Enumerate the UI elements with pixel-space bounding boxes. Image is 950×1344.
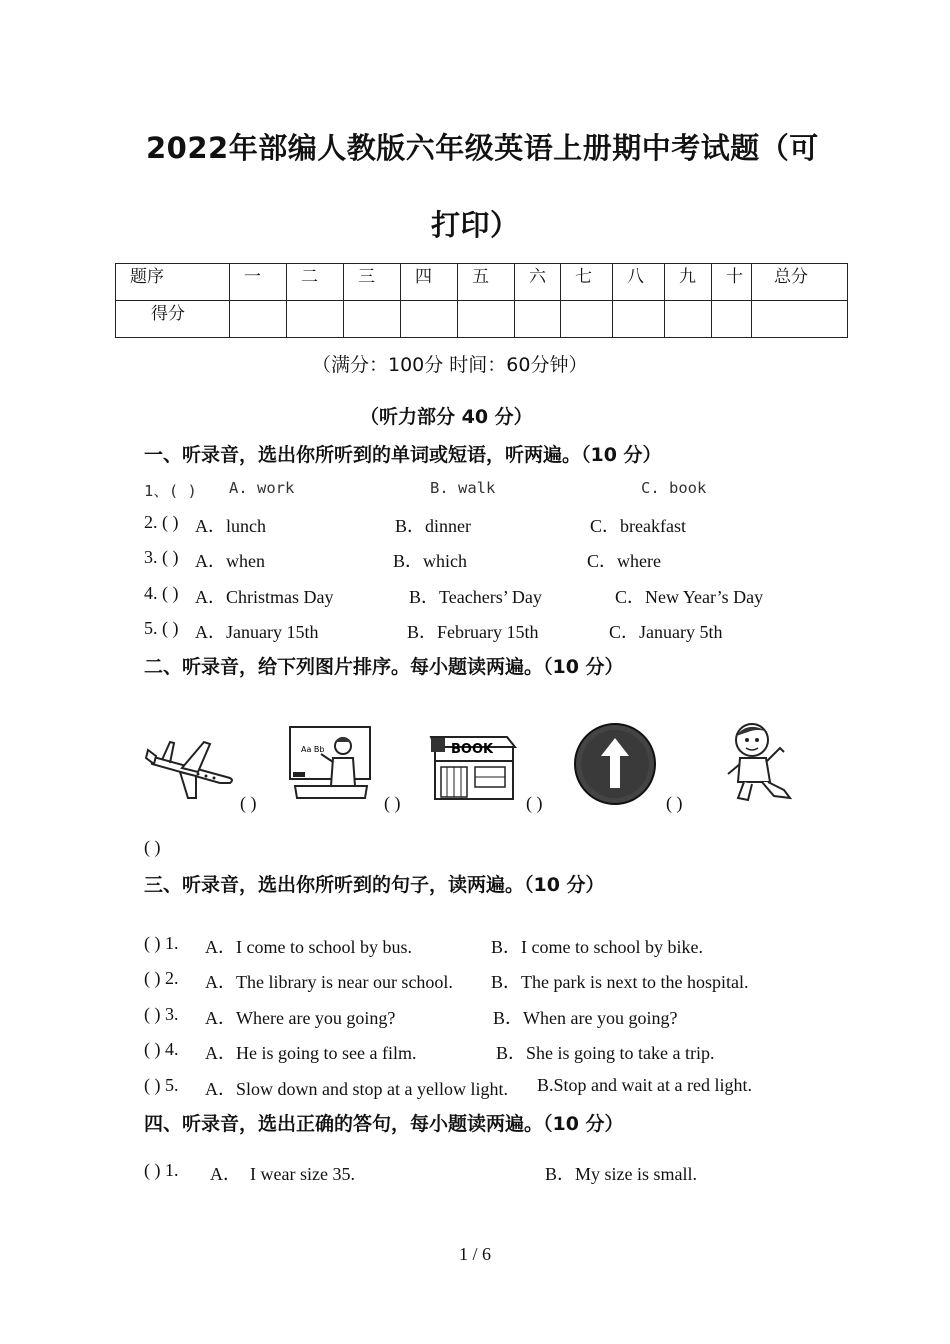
s1-item3-c: C．where [587, 551, 661, 571]
score-input-cell[interactable] [613, 301, 665, 338]
score-input-cell[interactable] [515, 301, 561, 338]
score-input-cell[interactable] [561, 301, 613, 338]
s3-item5-num: ( ) 5. [144, 1075, 179, 1095]
airplane-picture [144, 738, 236, 802]
s3-item4-num: ( ) 4. [144, 1039, 179, 1059]
s1-item3-b: B．which [393, 551, 467, 571]
score-input-cell[interactable] [752, 301, 848, 338]
s1-item1-c: C. book [641, 479, 707, 497]
score-input-cell[interactable] [230, 301, 287, 338]
table-cell: 总分 [752, 264, 848, 301]
picture-blank-2[interactable]: ( ) [384, 793, 401, 813]
table-cell: 十 [712, 264, 752, 301]
s3-item5-a: A．Slow down and stop at a yellow light. [205, 1079, 508, 1099]
s1-item2-b: B．dinner [395, 516, 471, 536]
s1-item4-b: B．Teachers’ Day [409, 587, 542, 607]
s1-item3-a: A．when [195, 551, 265, 571]
table-cell: 四 [401, 264, 458, 301]
s3-item3-b: B．When are you going? [493, 1008, 678, 1028]
s1-item5-b: B．February 15th [407, 622, 539, 642]
score-table [115, 263, 848, 338]
bookstore-picture [427, 733, 519, 803]
s4-item1-a: A． I wear size 35. [210, 1164, 355, 1184]
score-input-cell[interactable] [287, 301, 344, 338]
s1-item5-a: A．January 15th [195, 622, 319, 642]
s3-item4-a: A．He is going to see a film. [205, 1043, 417, 1063]
s4-item1-num: ( ) 1. [144, 1160, 179, 1180]
table-cell: 一 [230, 264, 287, 301]
section3-heading: 三、听录音，选出你所听到的句子，读两遍。（10 分） [144, 874, 605, 896]
s1-item3-num: 3. ( ) [144, 547, 179, 567]
section4-heading: 四、听录音，选出正确的答句，每小题读两遍。（10 分） [144, 1113, 624, 1135]
table-cell: 得分 [116, 301, 230, 338]
s3-item1-num: ( ) 1. [144, 933, 179, 953]
book-sign-text: BOOK [451, 742, 494, 757]
go-straight-sign-picture [573, 722, 657, 806]
score-input-cell[interactable] [665, 301, 712, 338]
s4-item1-b: B．My size is small. [545, 1164, 697, 1184]
s1-item2-num: 2. ( ) [144, 512, 179, 532]
boy-picture [718, 718, 796, 806]
exam-meta: （满分：100分 时间：60分钟） [312, 354, 588, 376]
picture-blank-3[interactable]: ( ) [526, 793, 543, 813]
page-number: 1 / 6 [459, 1244, 492, 1264]
score-input-cell[interactable] [712, 301, 752, 338]
section2-heading: 二、听录音，给下列图片排序。每小题读两遍。（10 分） [144, 656, 624, 678]
picture-blank-1[interactable]: ( ) [240, 793, 257, 813]
teacher-picture [287, 724, 373, 806]
table-cell: 七 [561, 264, 613, 301]
table-cell: 八 [613, 264, 665, 301]
listening-part-header: （听力部分 40 分） [360, 406, 533, 428]
score-input-cell[interactable] [344, 301, 401, 338]
table-cell: 九 [665, 264, 712, 301]
s1-item4-num: 4. ( ) [144, 583, 179, 603]
score-table-score-row [116, 301, 848, 338]
s1-item1-a: A. work [229, 479, 295, 497]
table-cell: 二 [287, 264, 344, 301]
score-table-header-row [116, 264, 848, 301]
s1-item1-b: B. walk [430, 479, 496, 497]
s1-item5-c: C．January 5th [609, 622, 723, 642]
s3-item4-b: B．She is going to take a trip. [496, 1043, 715, 1063]
s3-item3-a: A．Where are you going? [205, 1008, 396, 1028]
s3-item1-b: B．I come to school by bike. [491, 937, 703, 957]
s3-item5-b: B.Stop and wait at a red light. [537, 1075, 752, 1095]
picture-blank-4[interactable]: ( ) [666, 793, 683, 813]
s3-item2-num: ( ) 2. [144, 968, 179, 988]
s1-item4-c: C．New Year’s Day [615, 587, 764, 607]
s3-item2-a: A．The library is near our school. [205, 972, 453, 992]
s3-item3-num: ( ) 3. [144, 1004, 179, 1024]
table-cell: 五 [458, 264, 515, 301]
table-cell: 三 [344, 264, 401, 301]
page-title-line1: 2022年部编人教版六年级英语上册期中考试题（可 [146, 131, 819, 165]
page-title-line2: 打印） [431, 208, 520, 242]
score-input-cell[interactable] [458, 301, 515, 338]
s3-item2-b: B．The park is next to the hospital. [491, 972, 749, 992]
table-cell: 六 [515, 264, 561, 301]
s1-item2-a: A．lunch [195, 516, 266, 536]
picture-blank-5[interactable]: ( ) [144, 837, 161, 857]
score-input-cell[interactable] [401, 301, 458, 338]
s1-item1-num: 1、( ) [144, 482, 197, 500]
table-cell: 题序 [116, 264, 230, 301]
s1-item5-num: 5. ( ) [144, 618, 179, 638]
s1-item4-a: A．Christmas Day [195, 587, 334, 607]
s3-item1-a: A．I come to school by bus. [205, 937, 412, 957]
section1-heading: 一、听录音，选出你所听到的单词或短语，听两遍。（10 分） [144, 444, 662, 466]
s1-item2-c: C．breakfast [590, 516, 686, 536]
blackboard-text: Aa Bb [301, 745, 325, 754]
